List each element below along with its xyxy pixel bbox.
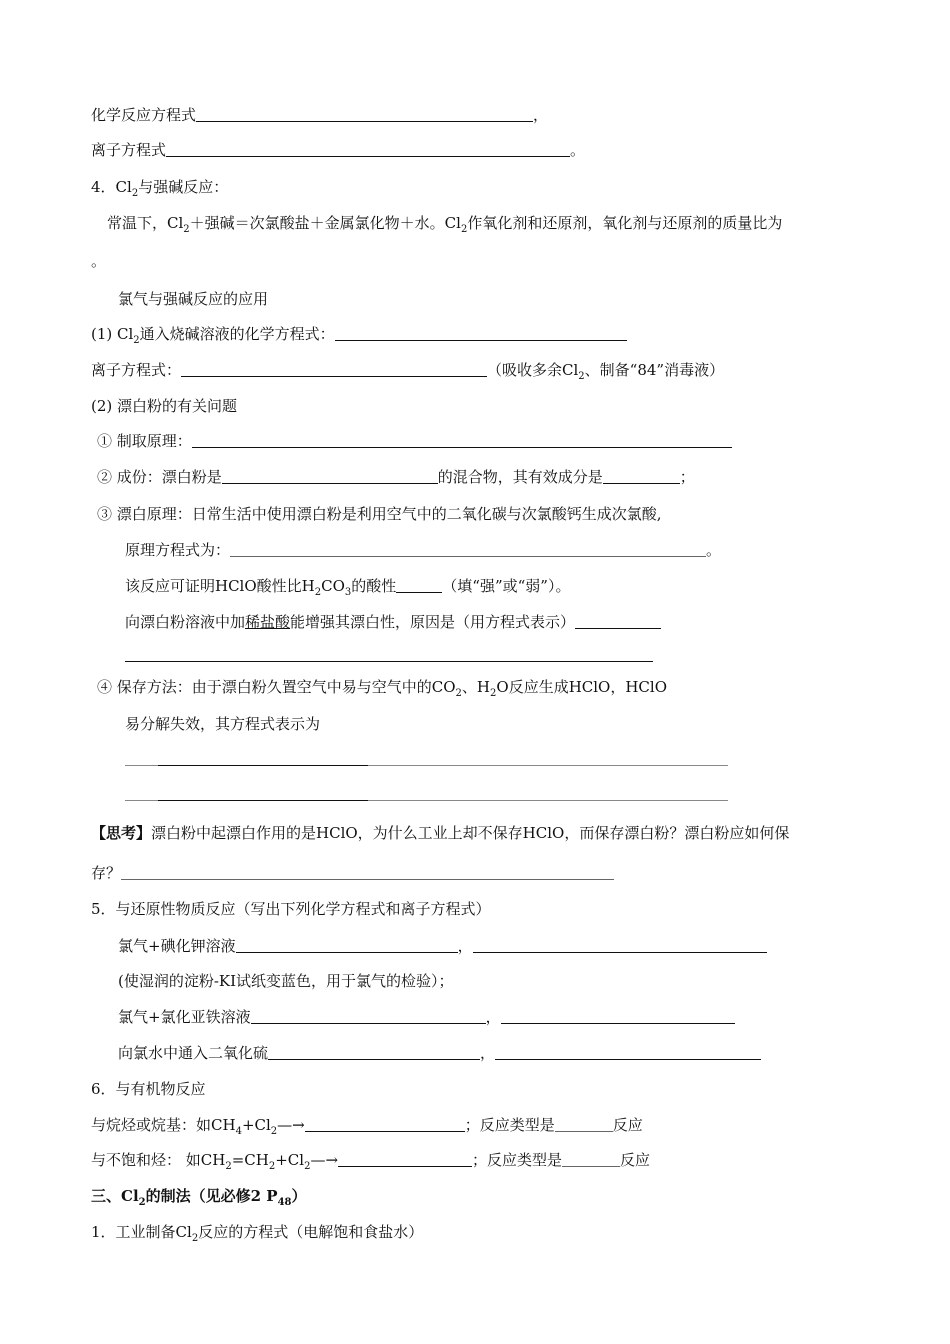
answer-blank[interactable] [305, 1115, 465, 1132]
answer-blank[interactable] [396, 576, 442, 593]
application-title: 氯气与强碱反应的应用 [118, 290, 269, 308]
line-chem-equation: 化学反应方程式 ， [91, 106, 549, 124]
answer-line-segment [158, 800, 368, 801]
section-3-heading: 三、$Cl_2$的制法（见必修2 $P_{48}$） [91, 1187, 307, 1208]
section-6-item-2: 与不饱和烃： 如$CH_2=CH_2+Cl_2—\to$ ；反应类型是 反应 [91, 1151, 651, 1172]
section-3-item-1: 1．工业制备$Cl_2$反应的方程式（电解饱和食盐水） [91, 1223, 424, 1244]
answer-blank[interactable] [555, 1115, 613, 1132]
section-5-note: (使湿润的淀粉-KI试纸变蓝色，用于氯气的检验）； [118, 972, 454, 990]
item-3: ③ 漂白原理：日常生活中使用漂白粉是利用空气中的二氧化碳与次氯酸钙生成次氯酸, [97, 505, 662, 523]
section-4-paragraph: 常温下，$Cl_2+$强碱＝次氯酸盐＋金属氯化物＋水。$Cl_2$作氧化剂和还原剂，氧化剂与还原剂的质量比为 [107, 214, 783, 235]
item-3-acidity: 该反应可证明HClO酸性比$H_2CO_3$的酸性 （填“强”或“弱”）。 [125, 577, 571, 598]
answer-blank[interactable] [575, 612, 661, 629]
item-1: ① 制取原理： [97, 430, 732, 452]
answer-blank[interactable] [335, 324, 627, 341]
question-1-ion: 离子方程式： （吸收多余$Cl_2$、制备“84”消毒液） [91, 361, 725, 382]
label: 离子方程式 [91, 141, 167, 159]
section-5-item-1: 氯气+碘化钾溶液 ， [118, 935, 767, 957]
answer-line[interactable] [125, 661, 653, 662]
answer-blank[interactable] [473, 936, 767, 953]
answer-blank[interactable] [181, 360, 487, 377]
section-6-title: 6．与有机物反应 [91, 1080, 206, 1098]
answer-blank[interactable] [495, 1043, 761, 1060]
think-paragraph: 【思考】漂白粉中起漂白作用的是HClO，为什么工业上却不保存HClO，而保存漂白粉？漂白粉应如何保 [91, 824, 790, 842]
answer-blank[interactable] [121, 863, 614, 880]
answer-blank[interactable] [222, 467, 438, 484]
think-paragraph-end: 存？ [91, 862, 614, 884]
answer-blank[interactable] [562, 1150, 620, 1167]
answer-blank[interactable] [251, 1007, 486, 1024]
question-2: (2) 漂白粉的有关问题 [91, 397, 238, 415]
item-3-hcl: 向漂白粉溶液中加稀盐酸能增强其漂白性，原因是（用方程式表示） [125, 611, 661, 633]
item-4-b: 易分解失效，其方程式表示为 [125, 715, 321, 733]
answer-blank[interactable] [603, 467, 680, 484]
answer-blank[interactable] [166, 140, 570, 157]
item-2: ② 成份：漂白粉是 的混合物，其有效成分是 ； [97, 468, 695, 486]
answer-blank[interactable] [230, 540, 706, 557]
section-4-paragraph-end: 。 [91, 252, 107, 270]
section-6-item-1: 与烷烃或烷基：如$CH_4+Cl_2—\to$ ；反应类型是 反应 [91, 1116, 643, 1137]
answer-blank[interactable] [192, 431, 732, 448]
item-3-equation: 原理方程式为： 。 [125, 541, 722, 559]
section-4-title: 4．$Cl_2$与强碱反应： [91, 178, 229, 199]
line-ion-equation: 离子方程式 。 [91, 141, 586, 159]
section-5-item-2: 氯气+氯化亚铁溶液 ， [118, 1006, 735, 1028]
answer-line-segment [158, 765, 368, 766]
section-5-item-3: 向氯水中通入二氧化硫 ， [118, 1042, 761, 1064]
answer-blank[interactable] [236, 936, 458, 953]
label: 化学反应方程式 [91, 106, 197, 124]
item-4: ④ 保存方法：由于漂白粉久置空气中易与空气中的$CO_2$、$H_2O$反应生成HClO，HClO [97, 678, 667, 699]
think-tag: 【思考】 [91, 824, 152, 842]
answer-blank[interactable] [501, 1007, 735, 1024]
answer-blank[interactable] [338, 1150, 472, 1167]
section-5-title: 5．与还原性物质反应（写出下列化学方程式和离子方程式） [91, 900, 491, 918]
answer-blank[interactable] [196, 105, 533, 122]
answer-blank[interactable] [268, 1043, 480, 1060]
question-1: (1) $Cl_2$通入烧碱溶液的化学方程式： [91, 323, 627, 345]
